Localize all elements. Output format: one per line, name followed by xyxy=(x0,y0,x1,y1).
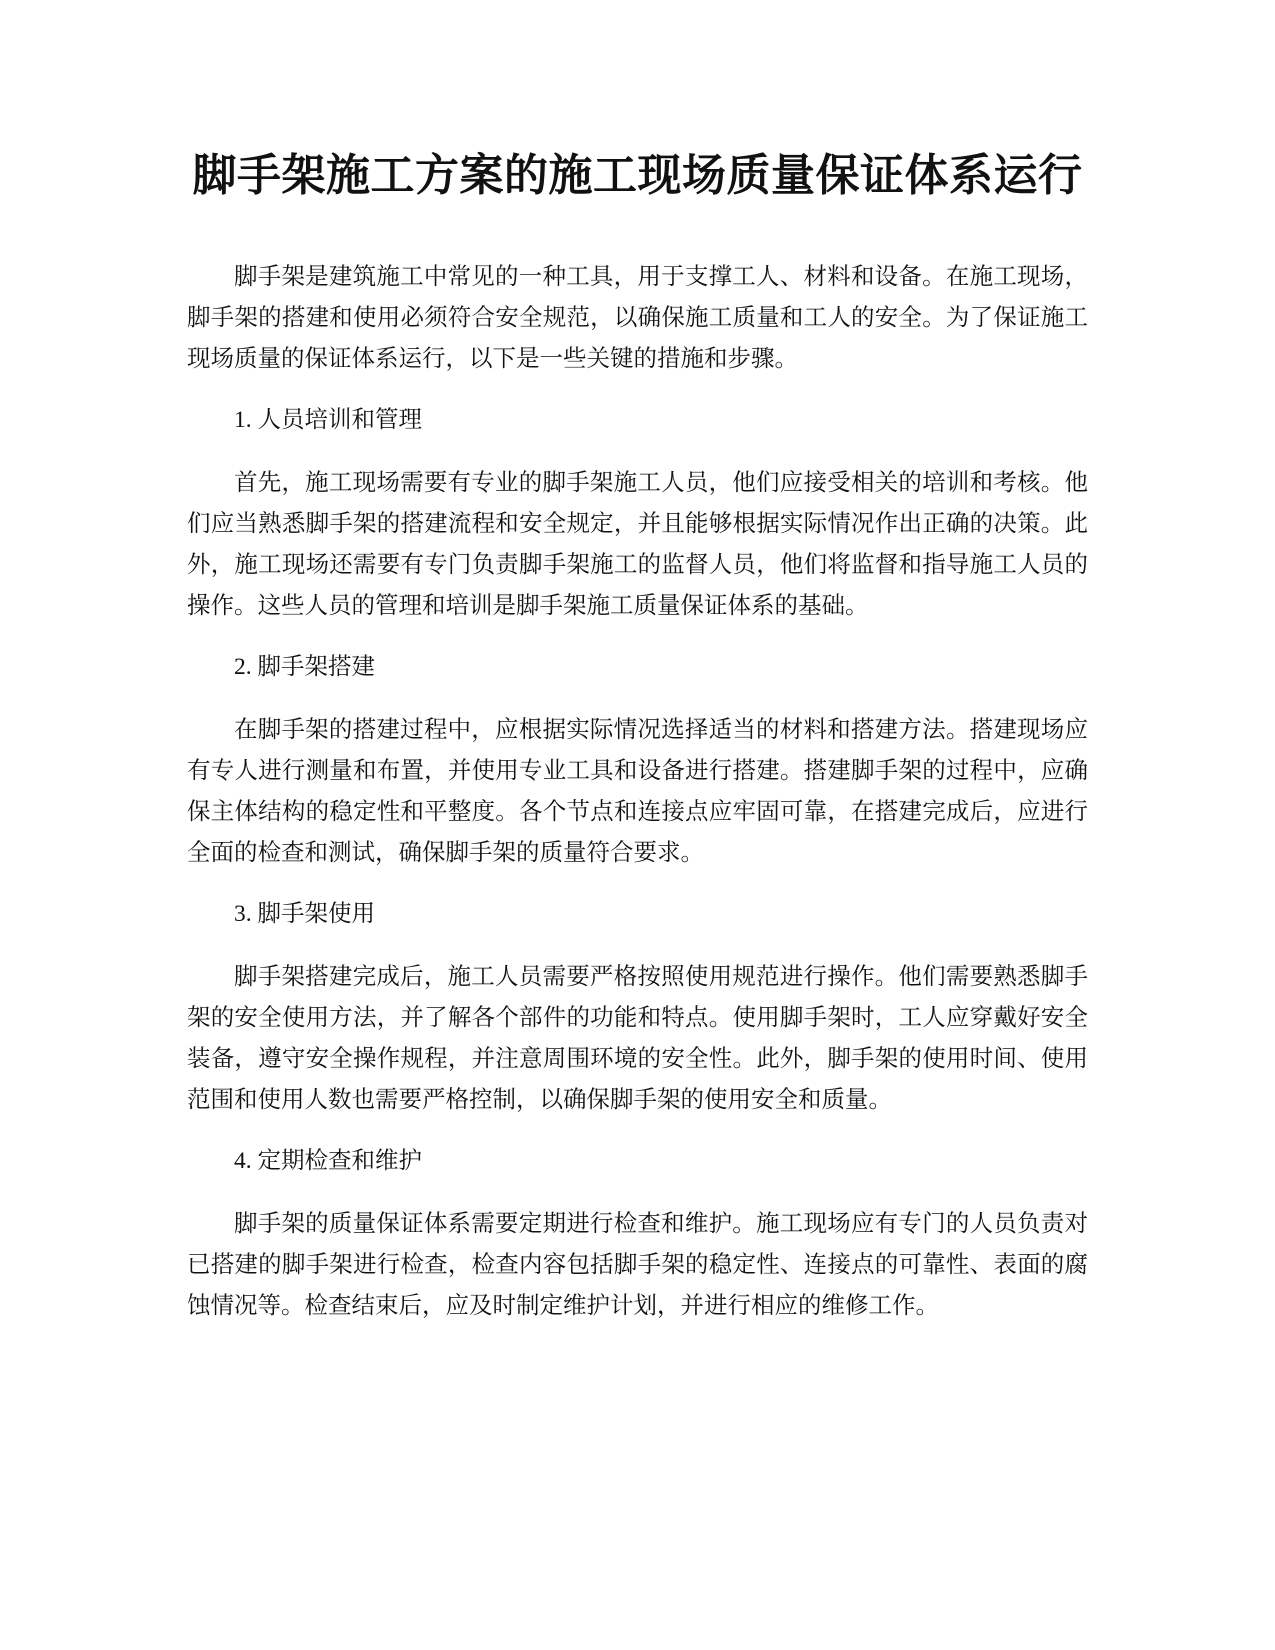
document-body xyxy=(187,256,1088,1326)
section-heading-inspection: 4. 定期检查和维护 xyxy=(234,1148,422,1174)
document-page xyxy=(187,140,1088,1347)
section-heading-usage: 3. 脚手架使用 xyxy=(234,901,375,927)
section-body-erection: 在脚手架的搭建过程中，应根据实际情况选择适当的材料和搭建方法。搭建现场应有专人进行测量和布置，并使用专业工具和设备进行搭建。搭建脚手架的过程中，应确保主体结构的稳定性和平整度。各个节点和连接点应牢固可靠，在搭建完成后，应进行全面的检查和测试，确保脚手架的质量符合要求。 xyxy=(187,715,1088,866)
document-title: 脚手架施工方案的施工现场质量保证体系运行 xyxy=(192,150,1083,201)
section-heading-erection: 2. 脚手架搭建 xyxy=(234,654,375,680)
section-body-usage: 脚手架搭建完成后，施工人员需要严格按照使用规范进行操作。他们需要熟悉脚手架的安全使用方法，并了解各个部件的功能和特点。使用脚手架时，工人应穿戴好安全装备，遵守安全操作规程，并注意周围环境的安全性。此外，脚手架的使用时间、使用范围和使用人数也需要严格控制，以确保脚手架的使用安全和质量。 xyxy=(187,962,1088,1113)
section-body-training: 首先，施工现场需要有专业的脚手架施工人员，他们应接受相关的培训和考核。他们应当熟悉脚手架的搭建流程和安全规定，并且能够根据实际情况作出正确的决策。此外，施工现场还需要有专门负责脚手架施工的监督人员，他们将监督和指导施工人员的操作。这些人员的管理和培训是脚手架施工质量保证体系的基础。 xyxy=(187,468,1088,619)
section-heading-training: 1. 人员培训和管理 xyxy=(234,407,422,433)
intro-paragraph: 脚手架是建筑施工中常见的一种工具，用于支撑工人、材料和设备。在施工现场，脚手架的搭建和使用必须符合安全规范，以确保施工质量和工人的安全。为了保证施工现场质量的保证体系运行，以下是一些关键的措施和步骤。 xyxy=(187,262,1088,372)
section-body-inspection: 脚手架的质量保证体系需要定期进行检查和维护。施工现场应有专门的人员负责对已搭建的脚手架进行检查，检查内容包括脚手架的稳定性、连接点的可靠性、表面的腐蚀情况等。检查结束后，应及时制定维护计划，并进行相应的维修工作。 xyxy=(187,1209,1088,1319)
